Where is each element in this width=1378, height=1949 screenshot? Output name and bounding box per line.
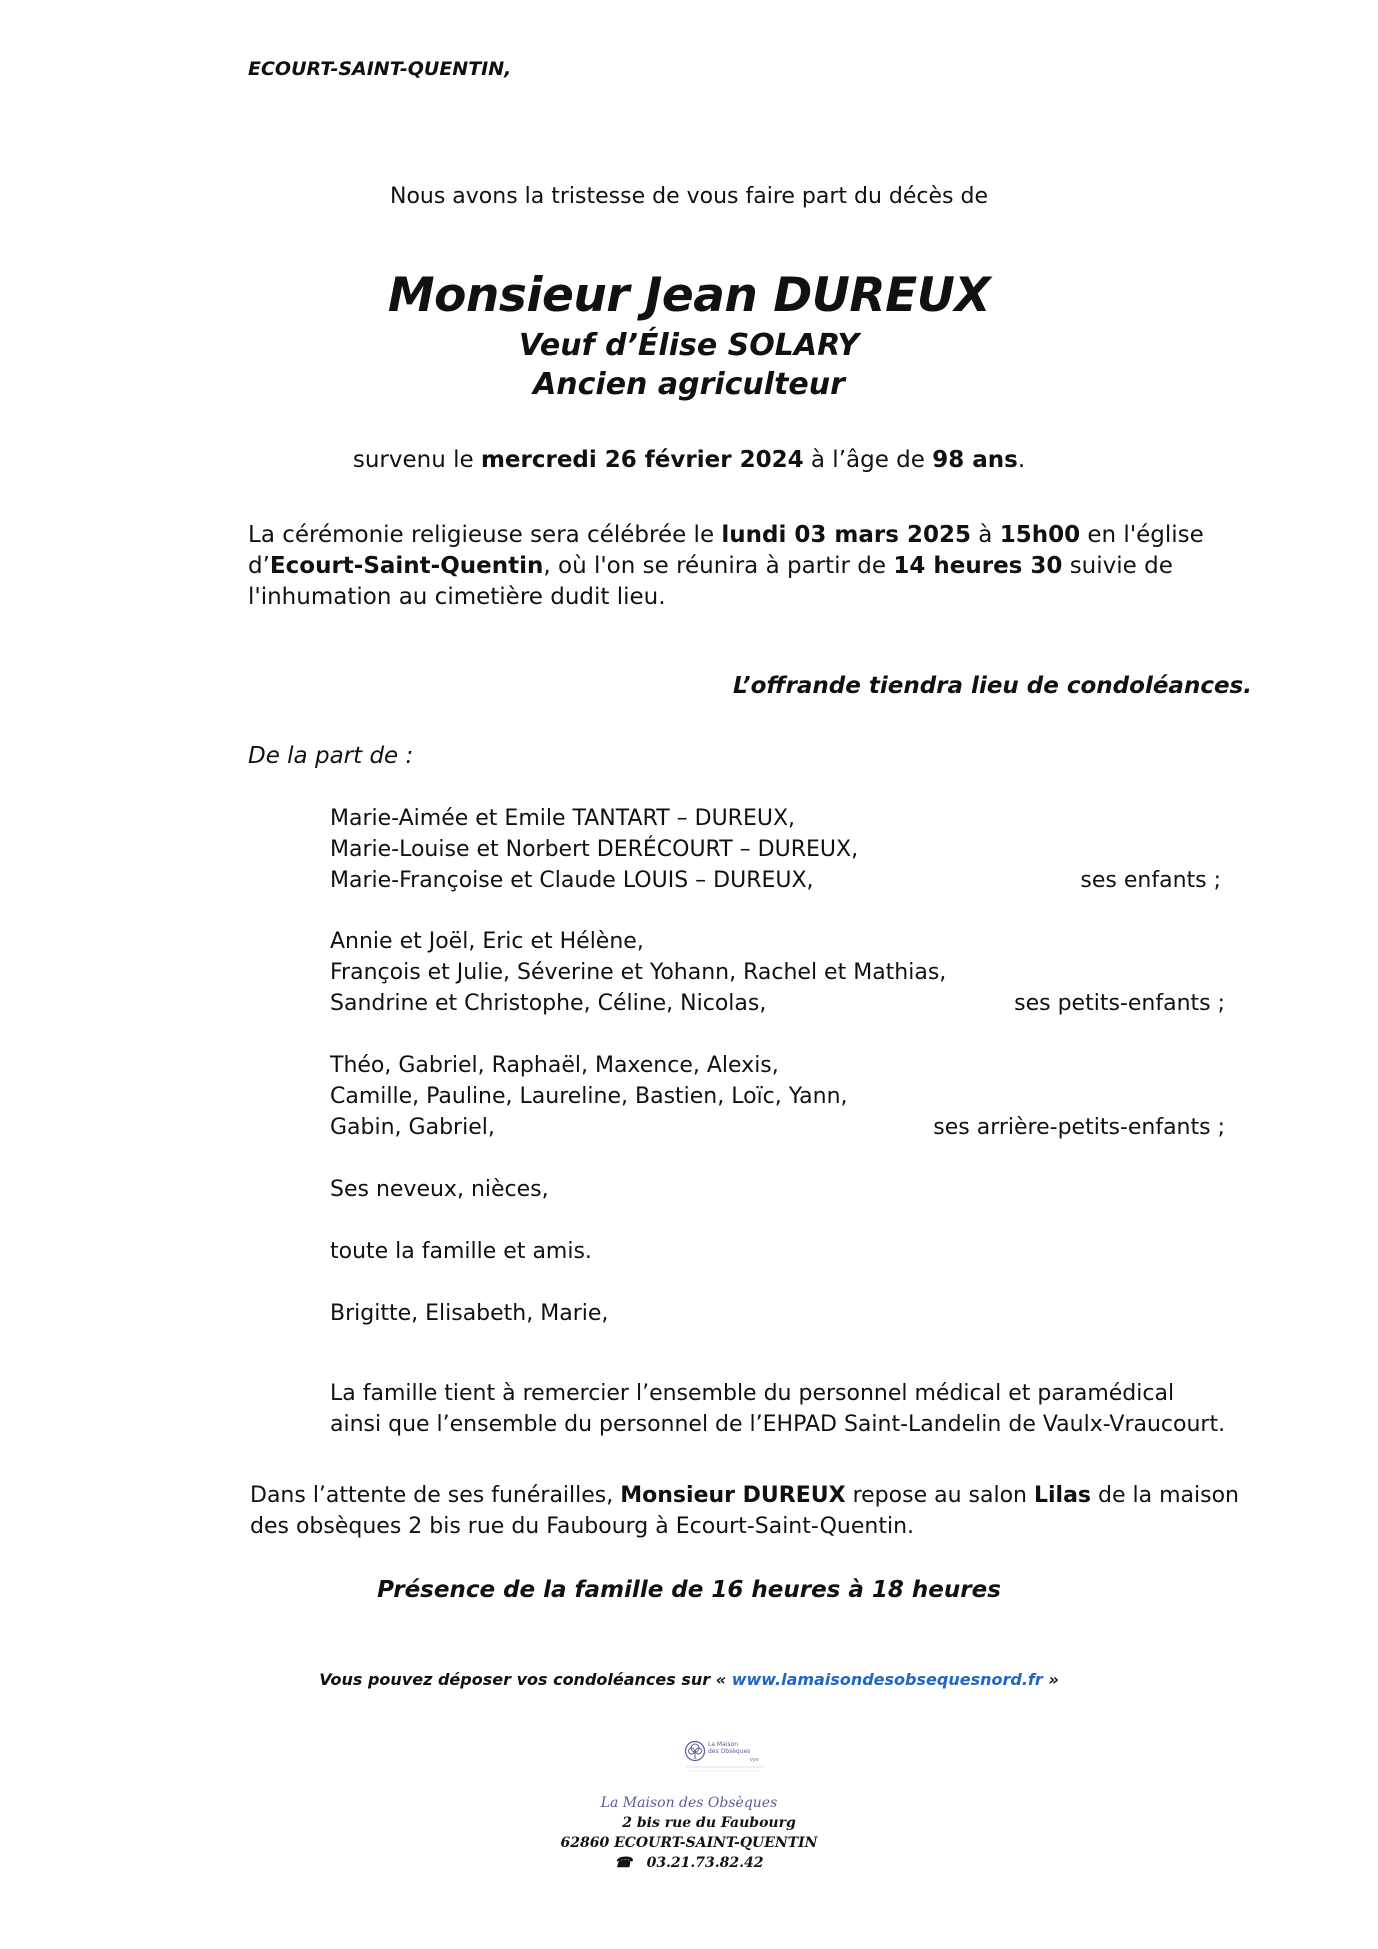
family-presence: Présence de la famille de 16 heures à 18 heures bbox=[377, 1577, 1001, 1603]
salon-room: Lilas bbox=[1033, 1483, 1092, 1508]
footer-phone: 03.21.73.82.42 bbox=[646, 1855, 764, 1871]
family-grandchildren bbox=[330, 926, 946, 1019]
salon-text-1: Dans l’attente de ses funérailles, bbox=[250, 1483, 621, 1508]
family-great-grandchildren bbox=[330, 1050, 848, 1143]
salon-text-2: repose au salon bbox=[845, 1483, 1034, 1508]
footer-phone-line bbox=[0, 1853, 1378, 1873]
ceremony-text-2: à bbox=[970, 522, 1000, 548]
death-middle: à l’âge de bbox=[803, 447, 933, 473]
deceased-occupation: Ancien agriculteur bbox=[533, 367, 845, 402]
family-line: François et Julie, Séverine et Yohann, Rachel et Mathias, bbox=[330, 960, 947, 985]
family-line: Sandrine et Christophe, Céline, Nicolas, bbox=[330, 991, 767, 1016]
family-line: Théo, Gabriel, Raphaël, Maxence, Alexis, bbox=[330, 1053, 779, 1078]
ceremony-text-5: suivie de l'inhumation au cimetière dudit lieu. bbox=[248, 553, 1173, 610]
role-great-grandchildren: ses arrière-petits-enfants ; bbox=[933, 1115, 1225, 1140]
offering-note: L’offrande tiendra lieu de condoléances. bbox=[732, 673, 1252, 699]
family-all: toute la famille et amis. bbox=[330, 1239, 592, 1264]
logo-name-2: des Obsèques bbox=[708, 1748, 751, 1755]
ceremony-place: Ecourt-Saint-Quentin bbox=[269, 553, 544, 579]
company-logo bbox=[684, 1738, 766, 1778]
family-line: Marie-Aimée et Emile TANTART – DUREUX, bbox=[330, 806, 796, 831]
family-line: Camille, Pauline, Laureline, Bastien, Loïc, Yann, bbox=[330, 1084, 848, 1109]
family-line: Annie et Joël, Eric et Hélène, bbox=[330, 929, 644, 954]
family-nephews: Ses neveux, nièces, bbox=[330, 1177, 549, 1202]
thanks-line: La famille tient à remercier l’ensemble du personnel médical et paramédical bbox=[330, 1381, 1175, 1406]
footer-company: La Maison des Obsèques bbox=[600, 1795, 778, 1811]
salon-deceased: Monsieur DUREUX bbox=[620, 1483, 846, 1508]
thanks-paragraph bbox=[330, 1378, 1225, 1440]
gathering-time: 14 heures 30 bbox=[893, 553, 1063, 579]
thanks-line: ainsi que l’ensemble du personnel de l’EHPAD Saint-Landelin de Vaulx-Vraucourt. bbox=[330, 1412, 1226, 1437]
family-children bbox=[330, 803, 858, 896]
logo-tag: vyv bbox=[750, 1757, 759, 1763]
family-line: Marie-Louise et Norbert DERÉCOURT – DUREUX, bbox=[330, 837, 859, 862]
death-announcement bbox=[0, 447, 1378, 473]
salon-paragraph bbox=[250, 1480, 1270, 1542]
family-others: Brigitte, Elisabeth, Marie, bbox=[330, 1301, 609, 1326]
deceased-spouse: Veuf d’Élise SOLARY bbox=[518, 328, 860, 363]
death-prefix: survenu le bbox=[352, 447, 481, 473]
footer-city: 62860 ECOURT-SAINT-QUENTIN bbox=[560, 1835, 818, 1851]
condolences-link[interactable]: www.lamaisondesobsequesnord.fr bbox=[731, 1670, 1043, 1689]
ceremony-text-1: La cérémonie religieuse sera célébrée le bbox=[248, 522, 722, 548]
ceremony-paragraph bbox=[248, 520, 1248, 613]
salon-text-3: de la maison des obsèques 2 bis rue du Faubourg à Ecourt-Saint-Quentin. bbox=[250, 1483, 1239, 1539]
from-label: De la part de : bbox=[248, 743, 414, 769]
death-suffix: . bbox=[1017, 447, 1026, 473]
condolences-prefix: Vous pouvez déposer vos condoléances sur « bbox=[319, 1670, 732, 1689]
condolences-line bbox=[0, 1670, 1378, 1689]
condolences-suffix: » bbox=[1042, 1670, 1059, 1689]
ceremony-date: lundi 03 mars 2025 bbox=[721, 522, 971, 548]
footer-address: 2 bis rue du Faubourg bbox=[622, 1815, 796, 1831]
company-footer bbox=[0, 1793, 1378, 1873]
ceremony-text-3: en l'église d’ bbox=[248, 522, 1204, 579]
ceremony-time: 15h00 bbox=[999, 522, 1081, 548]
role-children: ses enfants ; bbox=[1080, 868, 1221, 893]
town-header: ECOURT-SAINT-QUENTIN, bbox=[248, 58, 512, 80]
death-age: 98 ans bbox=[932, 447, 1018, 473]
ceremony-text-4: , où l'on se réunira à partir de bbox=[543, 553, 894, 579]
death-date: mercredi 26 février 2024 bbox=[480, 447, 804, 473]
tree-logo-icon bbox=[684, 1738, 766, 1778]
family-line: Gabin, Gabriel, bbox=[330, 1115, 495, 1140]
telephone-icon: ☎ bbox=[614, 1855, 632, 1871]
role-grandchildren: ses petits-enfants ; bbox=[1014, 991, 1225, 1016]
deceased-name: Monsieur Jean DUREUX bbox=[387, 268, 991, 323]
intro-text: Nous avons la tristesse de vous faire part du décès de bbox=[389, 184, 989, 209]
family-line: Marie-Françoise et Claude LOUIS – DUREUX, bbox=[330, 868, 814, 893]
logo-name-1: La Maison bbox=[708, 1741, 739, 1748]
